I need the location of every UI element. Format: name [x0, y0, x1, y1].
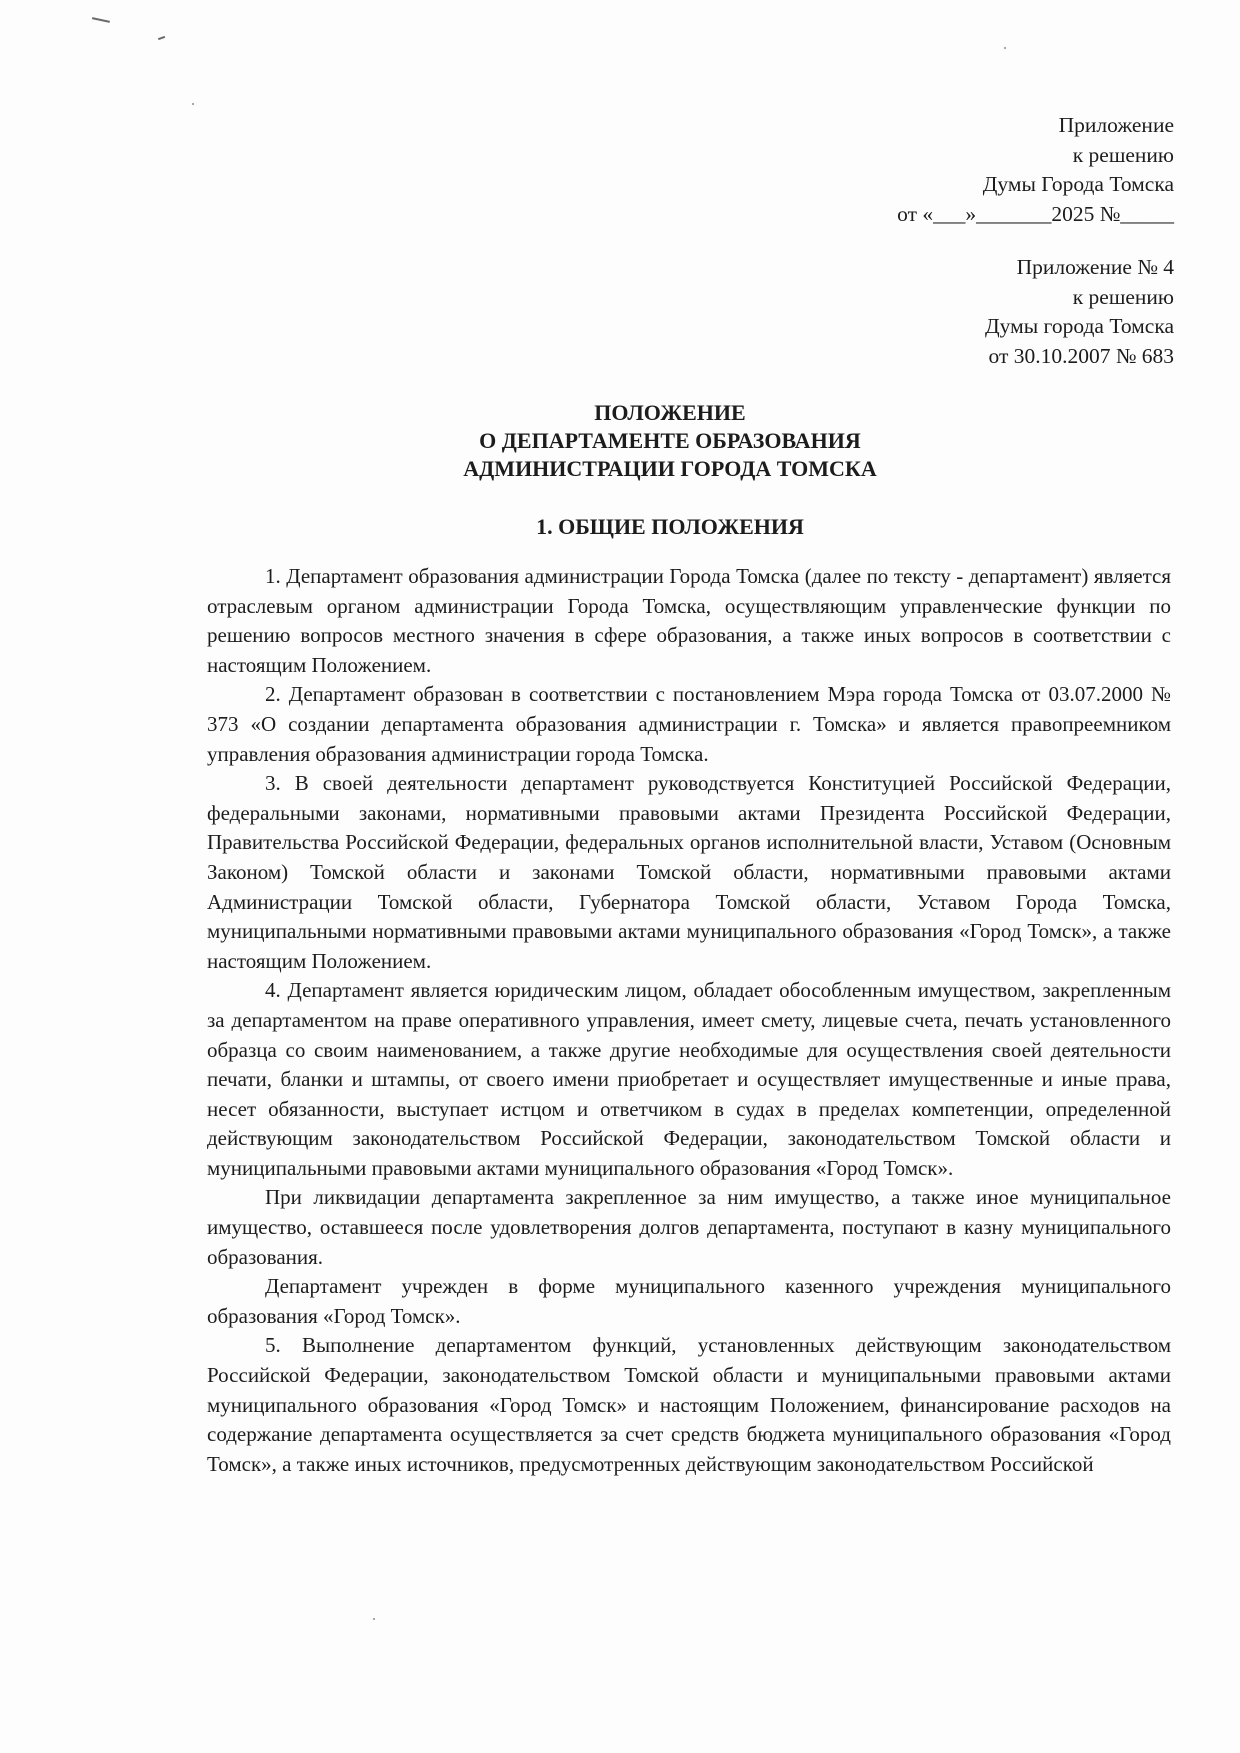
appendix4-date-line: от 30.10.2007 № 683	[988, 343, 1174, 368]
appendix-line: Приложение	[1058, 113, 1174, 137]
appendix4-reference	[985, 253, 1174, 371]
appendix4-line: к решению	[1072, 284, 1174, 309]
appendix4-line: Приложение № 4	[1016, 255, 1174, 279]
section-heading: 1. ОБЩИЕ ПОЛОЖЕНИЯ	[536, 514, 804, 539]
section-body	[207, 562, 1171, 1479]
paragraph: 3. В своей деятельности департамент руководствуется Конституцией Российской Федерации, федеральными законами, нормативными правовыми актами Президента Российской Федерации, Правительства Российской Федерации, федеральных органов исполнительной власти, Уставом (Основным Законом) Томской области и законами Томской области, нормативными правовыми актами Администрации Томской области, Губернатора Томской области, Уставом Города Томска, муниципальными нормативными правовыми актами муниципального образования «Город Томск», а также настоящим Положением.	[207, 771, 1171, 973]
appendix-line: Думы Города Томска	[982, 172, 1174, 196]
appendix4-line: Думы города Томска	[985, 314, 1174, 338]
appendix-line: к решению	[1072, 142, 1174, 167]
title-line: ПОЛОЖЕНИЕ	[594, 400, 746, 425]
title-line: О ДЕПАРТАМЕНТЕ ОБРАЗОВАНИЯ	[479, 428, 861, 453]
paragraph: Департамент учрежден в форме муниципального казенного учреждения муниципального образования «Город Томск».	[207, 1274, 1171, 1328]
appendix-date-line: от «___»_______2025 №_____	[897, 201, 1174, 226]
paragraph: При ликвидации департамента закрепленное за ним имущество, а также иное муниципальное имущество, оставшееся после удовлетворения долгов департамента, поступают в казну муниципального образования.	[207, 1185, 1171, 1269]
title-line: АДМИНИСТРАЦИИ ГОРОДА ТОМСКА	[463, 456, 877, 481]
appendix-reference	[897, 111, 1174, 229]
paragraph: 4. Департамент является юридическим лицом, обладает обособленным имуществом, закрепленным за департаментом на праве оперативного управления, имеет смету, лицевые счета, печать установленного образца со своим наименованием, а также другие необходимые для осуществления своей деятельности печати, бланки и штампы, от своего имени приобретает и осуществляет имущественные и иные права, несет обязанности, выступает истцом и ответчиком в судах в пределах компетенции, определенной действующим законодательством Российской Федерации, законодательством Томской области и муниципальными правовыми актами муниципального образования «Город Томск».	[207, 978, 1171, 1180]
paragraph: 5. Выполнение департаментом функций, установленных действующим законодательством Российской Федерации, законодательством Томской области и муниципальными правовыми актами муниципального образования «Город Томск» и настоящим Положением, финансирование расходов на содержание департамента осуществляется за счет средств бюджета муниципального образования «Город Томск», а также иных источников, предусмотренных действующим законодательством Российской	[207, 1333, 1171, 1476]
scan-artifact-dot	[1004, 47, 1006, 49]
scan-artifact-dot	[192, 103, 194, 105]
paragraph: 1. Департамент образования администрации Города Томска (далее по тексту - департамент) является отраслевым органом администрации Города Томска, осуществляющим управленческие функции по решению вопросов местного значения в сфере образования, а также иных вопросов в соответствии с настоящим Положением.	[207, 564, 1171, 677]
scan-artifact-mark	[92, 17, 110, 22]
document-title	[0, 399, 1240, 483]
paragraph: 2. Департамент образован в соответствии с постановлением Мэра города Томска от 03.07.2000 № 373 «О создании департамента образования администрации г. Томска» и является правопреемником управления образования администрации города Томска.	[207, 682, 1171, 766]
scan-artifact-dot	[373, 1618, 375, 1620]
scan-artifact-mark	[158, 36, 165, 40]
